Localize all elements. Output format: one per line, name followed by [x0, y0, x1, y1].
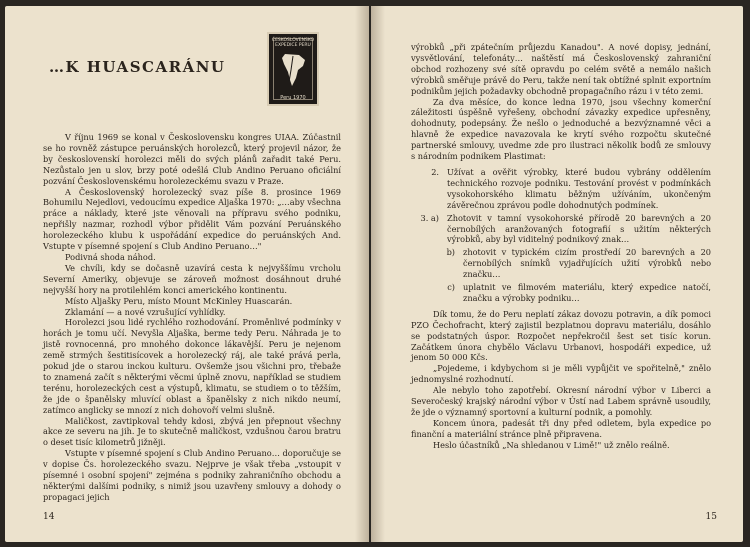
right-body-text: [411, 42, 711, 451]
gutter-shadow: [355, 6, 369, 542]
left-body-text: [43, 132, 341, 503]
list-item-number: 3. a): [420, 212, 439, 223]
list-item-number: c): [447, 282, 455, 293]
paragraph: Dík tomu, že do Peru neplatí zákaz dovozu potravin, a dík pomoci PZO Čechofracht, který zajistil bezplatnou dopravu materiálu, dosáhlo se podstatných úspor. Rozpočet nepřekročil šest set tisíc korun. Začátkem února chybělo Václavu Urbanovi, hospodáři expedice, už jenom 50 000 Kčs.: [411, 308, 711, 363]
list-item: [411, 247, 711, 280]
list-item-text: Zhotovit v tamní vysokohorské přírodě 20 barevných a 20 černobílých aranžovaných fotografií s užitím některých výrobků, aby byl viditelný podnikový znak…: [447, 212, 711, 245]
list-item-text: zhotovit v typickém cizím prostředí 20 barevných a 20 černobílých snímků vyjadřujících užití výrobků nebo značku…: [463, 247, 711, 280]
stamp-top-text: ČESKOSLOVENSKO EXPEDICE PERU: [271, 38, 315, 48]
gutter-shadow: [371, 6, 385, 542]
paragraph: Ale nebylo toho zapotřebí. Okresní národní výbor v Liberci a Severočeský krajský národní výbor v Ústí nad Labem správně usoudily, že jde o významný sportovní a kulturní podnik, a pomohly.: [411, 385, 711, 417]
expedition-stamp: [267, 32, 319, 106]
list-item: [411, 282, 711, 304]
right-page: [371, 6, 743, 542]
paragraph: Maličkost, zavtipkoval tehdy kdosi, zbývá jen přepnout všechny akce ze severu na jih. Je to skutečně maličkost, vzdušnou čarou bratru o deset tisíc kilometrů jižněji.: [43, 415, 341, 448]
list-item: [411, 213, 711, 246]
page-number: 15: [705, 512, 717, 522]
paragraph: „Pojedeme, i kdybychom si je měli vypůjčit ve spořitelně," znělo jednomyslné rozhodnutí.: [411, 363, 711, 385]
page-number: 14: [43, 512, 55, 522]
paragraph: výrobků „při zpátečním průjezdu Kanadou". A nové dopisy, jednání, vysvětlování, telefonáty… naštěstí má Československý zahraniční obchod rozhozeny své sítě opravdu po celém světě a nemálo našich výrobků směřuje právě do Peru, takže není tak obtížné splnit exportním podnikům jejich požadavky obchodně propagačního rázu i v této zemi.: [411, 42, 711, 96]
paragraph: Vstupte v písemné spojení s Club Andino Peruano… doporučuje se v dopise Čs. horolezeckého svazu. Nejprve je však třeba „vstoupit v písemné i osobní spojení" zejména s podniky zahraničního obchodu a některými dalšími podniky, s nimiž jsou uzavřeny smlouvy a dohody o propagaci jejich: [43, 448, 341, 502]
contract-points-list: [411, 167, 711, 304]
paragraph: Ve chvíli, kdy se dočasně uzavírá cesta k nejvyššímu vrcholu Severní Ameriky, objevuje se zároveň možnost dosáhnout druhé nejvyšší hory na protilehlém konci amerického kontinentu.: [43, 262, 341, 295]
paragraph: A Československý horolezecký svaz píše 8. prosince 1969 Bohumilu Nejedlovi, vedoucímu expedice Aljaška 1970: „…aby všechna práce a náklady, které jste věnovali na přípravu svého podniku, nepřišly nazmar, rozhodl výbor přidělit Vám pozvání Peruánského horolezeckého klubu k uspořádání expedice do peruánských And. Vstupte v písemné spojení s Club Andino Peruano…": [43, 186, 341, 252]
paragraph: Koncem února, padesát tři dny před odletem, byla expedice po finanční a materiální stránce plně připravena.: [411, 417, 711, 439]
paragraph: Horolezci jsou lidé rychlého rozhodování. Proměnlivé podmínky v horách je tomu učí. Nevyšla Aljaška, berme tedy Peru. Náhrada je to jistě rovnocenná, pro mnohého dokonce lákavější. Peru je nejenom země strmých šestitisícovek a horolezecký ráj, ale také prává perla, pokud jde o starou inckou kulturu. Ovšemže jsou všichni pro, třebaže to znamená začít s některými věcmi úplně znovu, například se studiem terénu, horolezeckých cest a výstupů, klimatu, se studiem o to těžším, že jde o španělsky mluvící oblast a španělsky z nich nikdo neumí, zatímco anglicky se mnozí z nich dohovoří velmi slušně.: [43, 317, 341, 415]
chapter-title: …K HUASCARÁNU: [49, 58, 226, 76]
list-item-text: uplatnit ve filmovém materiálu, který expedice natočí, značku a výrobky podniku…: [463, 282, 711, 303]
stamp-bottom-text: Peru 1970: [280, 95, 306, 101]
left-page: [5, 6, 369, 542]
list-item-number: 2.: [431, 166, 439, 177]
paragraph: Podivná shoda náhod.: [65, 251, 156, 262]
paragraph: Heslo účastníků „Na shledanou v Limě!" už znělo reálně.: [433, 439, 670, 450]
andes-map-icon: [279, 52, 309, 88]
list-item: [411, 167, 711, 211]
paragraph: V říjnu 1969 se konal v Československu kongres UIAA. Zúčastnil se ho rovněž zástupce peruánských horolezců, který projevil názor, že by československí horolezci měli do svých plánů zařadit také Peru. Nezůstalo jen u slov, brzy poté odešlá Club Andino Peruano oficiální pozvání Československému horolezeckému svazu v Praze.: [43, 132, 341, 186]
list-item-number: b): [446, 247, 455, 258]
paragraph: Zklamání — a nové vzrušující vyhlídky.: [65, 306, 226, 317]
paragraph: Místo Aljašky Peru, místo Mount McKinley Huascarán.: [65, 295, 293, 306]
paragraph: Za dva měsíce, do konce ledna 1970, jsou všechny komerční záležitosti úspěšně vyřešeny, obchodní závazky expedice upřesněny, dohodnuty, podepsány. Že nešlo o jednoduché a bezvýznamné věci a hlavně že expedice navazovala ke krytí svého rozpočtu skutečné partnerské smlouvy, uvedme zde pro ilustraci několik bodů ze smlouvy s národním podnikem Plastimat:: [411, 96, 711, 162]
list-item-text: Užívat a ověřit výrobky, které budou vybrány oddělením technického rozvoje podniku. Testování provést v podmínkách vysokohorského klimatu běžným užíváním, ukončeným závěrečnou zprávou podle dohodnutých podmínek.: [447, 166, 711, 210]
